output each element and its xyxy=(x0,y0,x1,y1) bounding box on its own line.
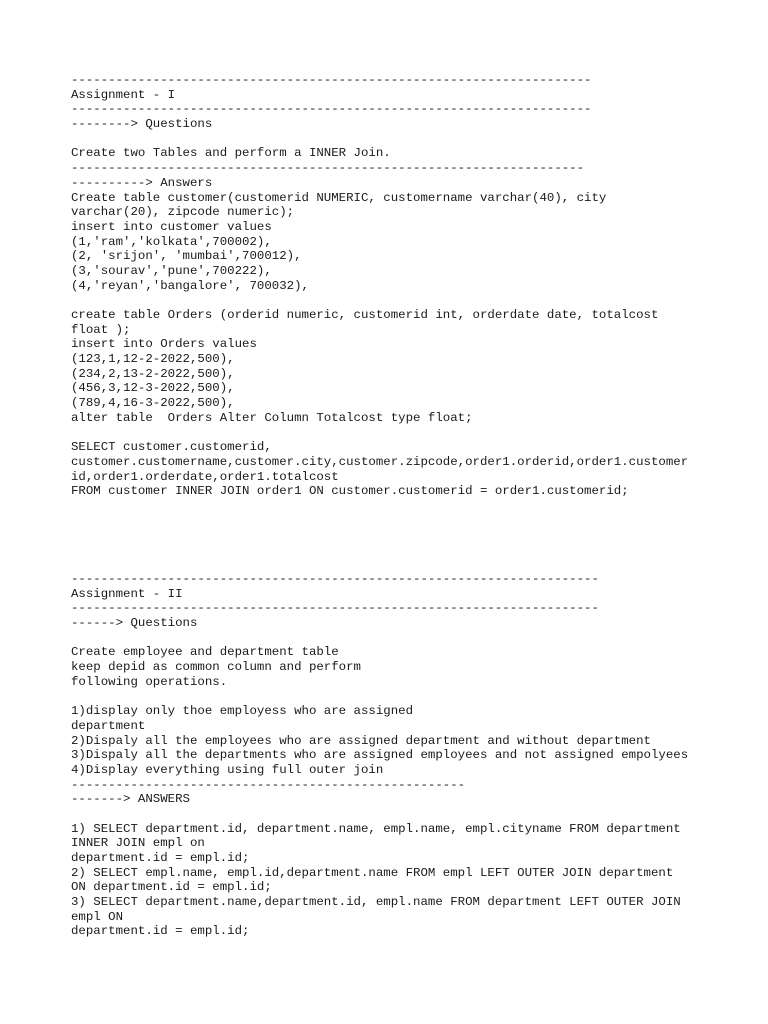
section2-line-15: ----------------------------------------------------- xyxy=(71,777,466,792)
section1-line-23: (789,4,16-3-2022,500), xyxy=(71,396,235,411)
section1-line-26: SELECT customer.customerid, xyxy=(71,440,272,455)
section2-line-14: 4)Display everything using full outer join xyxy=(71,762,384,777)
section1-line-27: customer.customername,customer.city,customer.zipcode,order1.orderid,order1.customer xyxy=(71,454,689,469)
section1-line-28: id,order1.orderdate,order1.totalcost xyxy=(71,469,339,484)
section2-line-6: Create employee and department table xyxy=(71,645,339,660)
section2-line-8: following operations. xyxy=(71,674,228,689)
section2-line-10: 1)display only thoe employess who are assigned xyxy=(71,704,414,719)
section1-line-7: --------------------------------------------------------------------- xyxy=(71,161,585,176)
section1-line-21: (234,2,13-2-2022,500), xyxy=(71,366,235,381)
section1-line-18: float ); xyxy=(71,322,131,337)
section1-line-6: Create two Tables and perform a INNER Join. xyxy=(71,146,391,161)
section1-line-17: create table Orders (orderid numeric, customerid int, orderdate date, totalcost xyxy=(71,308,659,322)
section2-line-20: department.id = empl.id; xyxy=(71,851,250,865)
section2-line-23: 3) SELECT department.name,department.id, empl.name FROM department LEFT OUTER JOIN xyxy=(71,895,681,910)
section1-line-9: Create table customer(customerid NUMERIC, customername varchar(40), city xyxy=(71,190,607,205)
section2-line-24: empl ON xyxy=(71,909,124,924)
section1-line-29: FROM customer INNER JOIN order1 ON customer.customerid = order1.customerid; xyxy=(71,484,629,499)
section2-line-17 xyxy=(71,807,761,822)
section2-line-1: ----------------------------------------------------------------------- xyxy=(71,571,599,586)
section1-line-2: Assignment - I xyxy=(71,87,176,102)
section2-line-25: department.id = empl.id; xyxy=(71,924,250,939)
section2-line-11: department xyxy=(71,718,146,733)
assignment-2-section xyxy=(71,572,761,939)
document-body xyxy=(71,73,761,939)
section2-line-12: 2)Dispaly all the employees who are assigned department and without department xyxy=(71,733,651,748)
section2-line-9 xyxy=(71,689,761,704)
section2-line-19: INNER JOIN empl on xyxy=(71,836,205,851)
section1-line-16 xyxy=(71,293,761,308)
assignment-1-section xyxy=(71,73,761,499)
section1-line-13: (2, 'srijon', 'mumbai',700012), xyxy=(71,249,302,264)
section2-line-7: keep depid as common column and perform xyxy=(71,660,361,675)
section1-line-12: (1,'ram','kolkata',700002), xyxy=(71,234,272,249)
section1-line-11: insert into customer values xyxy=(71,219,272,234)
section1-line-8: ----------> Answers xyxy=(71,175,213,190)
section1-line-3: ---------------------------------------------------------------------- xyxy=(71,102,592,117)
section1-line-5 xyxy=(71,132,761,147)
section-spacer xyxy=(71,499,761,572)
section1-line-4: --------> Questions xyxy=(71,117,213,132)
section2-line-3: ----------------------------------------------------------------------- xyxy=(71,601,599,616)
section2-line-5 xyxy=(71,631,761,646)
section1-line-14: (3,'sourav','pune',700222), xyxy=(71,263,272,278)
section2-line-22: ON department.id = empl.id; xyxy=(71,880,272,895)
section1-line-20: (123,1,12-2-2022,500), xyxy=(71,352,235,367)
section1-line-19: insert into Orders values xyxy=(71,337,257,352)
section2-line-2: Assignment - II xyxy=(71,586,183,601)
section2-line-4: ------> Questions xyxy=(71,616,198,630)
section2-line-16: -------> ANSWERS xyxy=(71,792,190,807)
section2-line-21: 2) SELECT empl.name, empl.id,department.name FROM empl LEFT OUTER JOIN department xyxy=(71,865,674,880)
section1-line-15: (4,'reyan','bangalore', 700032), xyxy=(71,278,309,293)
section1-line-25 xyxy=(71,426,761,441)
section1-line-1: ---------------------------------------------------------------------- xyxy=(71,73,592,87)
section1-line-22: (456,3,12-3-2022,500), xyxy=(71,381,235,396)
section1-line-24: alter table Orders Alter Column Totalcost type float; xyxy=(71,410,473,425)
section2-line-18: 1) SELECT department.id, department.name, empl.name, empl.cityname FROM department xyxy=(71,821,681,836)
section1-line-10: varchar(20), zipcode numeric); xyxy=(71,205,295,220)
section2-line-13: 3)Dispaly all the departments who are assigned employees and not assigned empolyees xyxy=(71,748,689,763)
